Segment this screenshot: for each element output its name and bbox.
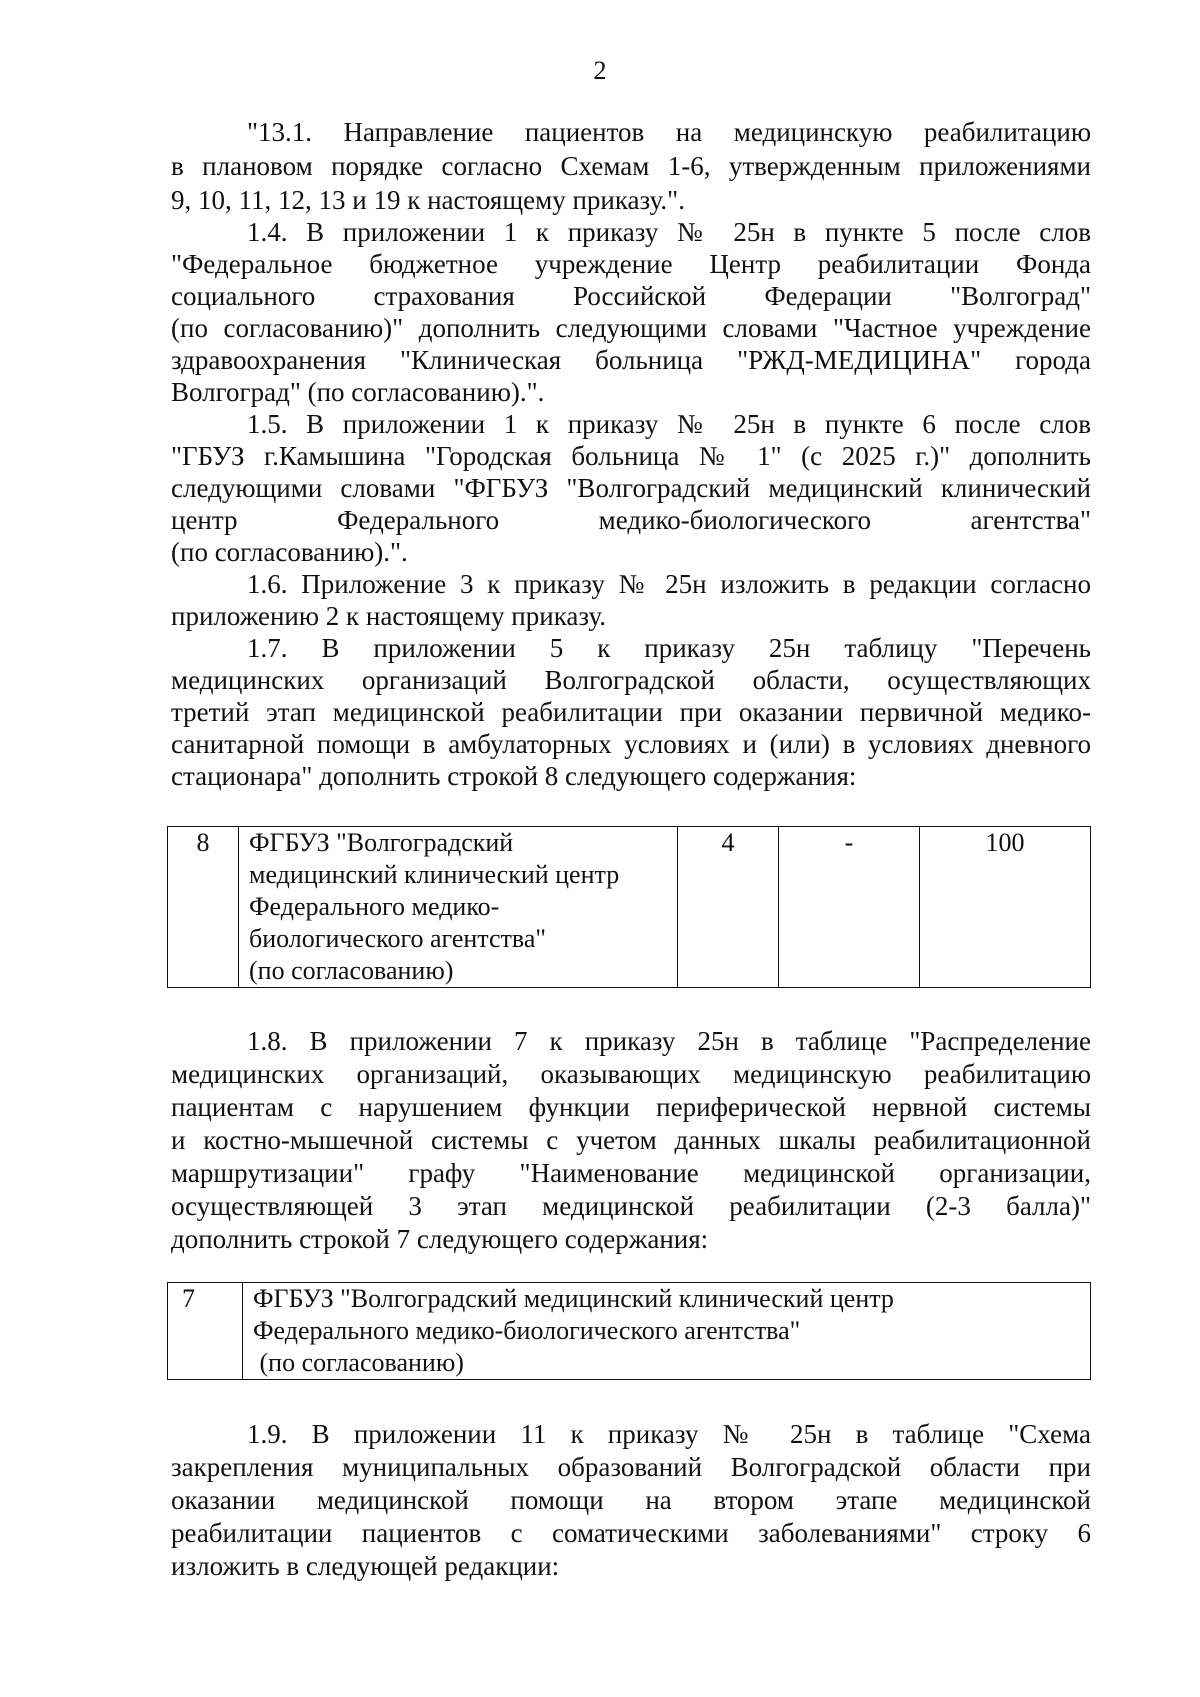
cell-line: (по согласованию) <box>253 1348 464 1377</box>
text-line: маршрутизации" графу "Наименование медицинской организации, <box>171 1158 1091 1188</box>
cell-line: Федерального медико-биологического агентства" <box>253 1316 801 1345</box>
text-line: 1.6. Приложение 3 к приказу № 25н изложить в редакции согласно <box>247 569 1091 599</box>
text-line: реабилитации пациентов с соматическими заболеваниями" строку 6 <box>171 1518 1091 1548</box>
cell-line: биологического агентства" <box>249 924 546 953</box>
text-line: "13.1. Направление пациентов на медицинскую реабилитацию <box>247 117 1091 147</box>
text-line: (по согласованию)" дополнить следующими словами "Частное учреждение <box>171 313 1091 343</box>
text-line: "ГБУЗ г.Камышина "Городская больница № 1" (с 2025 г.)" дополнить <box>171 441 1091 471</box>
text-line: оказании медицинской помощи на втором этапе медицинской <box>171 1485 1091 1515</box>
text-line: приложению 2 к настоящему приказу. <box>171 601 607 631</box>
table-row-8 <box>167 826 1091 988</box>
value-cell-col5: 100 <box>920 827 1091 988</box>
text-line: и костно-мышечной системы с учетом данных шкалы реабилитационной <box>171 1125 1091 1155</box>
text-line: медицинских организаций Волгоградской области, осуществляющих <box>171 665 1091 695</box>
text-line: дополнить строкой 7 следующего содержания: <box>171 1224 709 1254</box>
text-line: 1.5. В приложении 1 к приказу № 25н в пункте 6 после слов <box>247 409 1091 439</box>
row-number-cell: 8 <box>168 827 239 988</box>
text-line: закрепления муниципальных образований Волгоградской области при <box>171 1452 1091 1482</box>
text-line: изложить в следующей редакции: <box>171 1551 560 1581</box>
text-line: социального страхования Российской Федерации "Волгоград" <box>171 281 1091 311</box>
value-cell-col3: 4 <box>678 827 779 988</box>
text-line: 1.9. В приложении 11 к приказу № 25н в таблице "Схема <box>247 1419 1091 1449</box>
cell-line: медицинский клинический центр <box>249 860 620 889</box>
cell-line: Федерального медико- <box>249 892 500 921</box>
text-line: 1.7. В приложении 5 к приказу 25н таблицу "Перечень <box>247 633 1091 663</box>
text-line: в плановом порядке согласно Схемам 1-6, утвержденным приложениями <box>171 151 1091 181</box>
text-line: стационара" дополнить строкой 8 следующего содержания: <box>171 761 857 791</box>
text-line: третий этап медицинской реабилитации при оказании первичной медико- <box>171 697 1091 727</box>
text-line: 1.4. В приложении 1 к приказу № 25н в пункте 5 после слов <box>247 217 1091 247</box>
text-line: осуществляющей 3 этап медицинской реабилитации (2-3 балла)" <box>171 1191 1091 1221</box>
text-line: медицинских организаций, оказывающих медицинскую реабилитацию <box>171 1059 1091 1089</box>
text-line: 9, 10, 11, 12, 13 и 19 к настоящему приказу.". <box>171 185 685 215</box>
text-line: 1.8. В приложении 7 к приказу 25н в таблице "Распределение <box>247 1026 1091 1056</box>
value-cell-col4: - <box>779 827 920 988</box>
text-line: пациентам с нарушением функции периферической нервной системы <box>171 1092 1091 1122</box>
page-number: 2 <box>593 56 607 85</box>
organization-name-cell <box>239 827 678 988</box>
text-line: следующими словами "ФГБУЗ "Волгоградский медицинский клинический <box>171 473 1091 503</box>
text-line: (по согласованию).". <box>171 537 408 567</box>
cell-line: ФГБУЗ "Волгоградский <box>249 828 514 857</box>
text-line: центр Федерального медико-биологического агентства" <box>171 505 1091 535</box>
text-line: "Федеральное бюджетное учреждение Центр реабилитации Фонда <box>171 249 1091 279</box>
cell-line: ФГБУЗ "Волгоградский медицинский клинический центр <box>253 1284 894 1313</box>
text-line: санитарной помощи в амбулаторных условиях и (или) в условиях дневного <box>171 729 1091 759</box>
text-line: здравоохранения "Клиническая больница "РЖД-МЕДИЦИНА" города <box>171 345 1091 375</box>
row-number-cell: 7 <box>168 1283 243 1380</box>
organization-name-cell <box>243 1283 1091 1380</box>
cell-line: (по согласованию) <box>249 956 454 985</box>
text-line: Волгоград" (по согласованию).". <box>171 377 545 407</box>
table-row-7 <box>167 1282 1091 1380</box>
